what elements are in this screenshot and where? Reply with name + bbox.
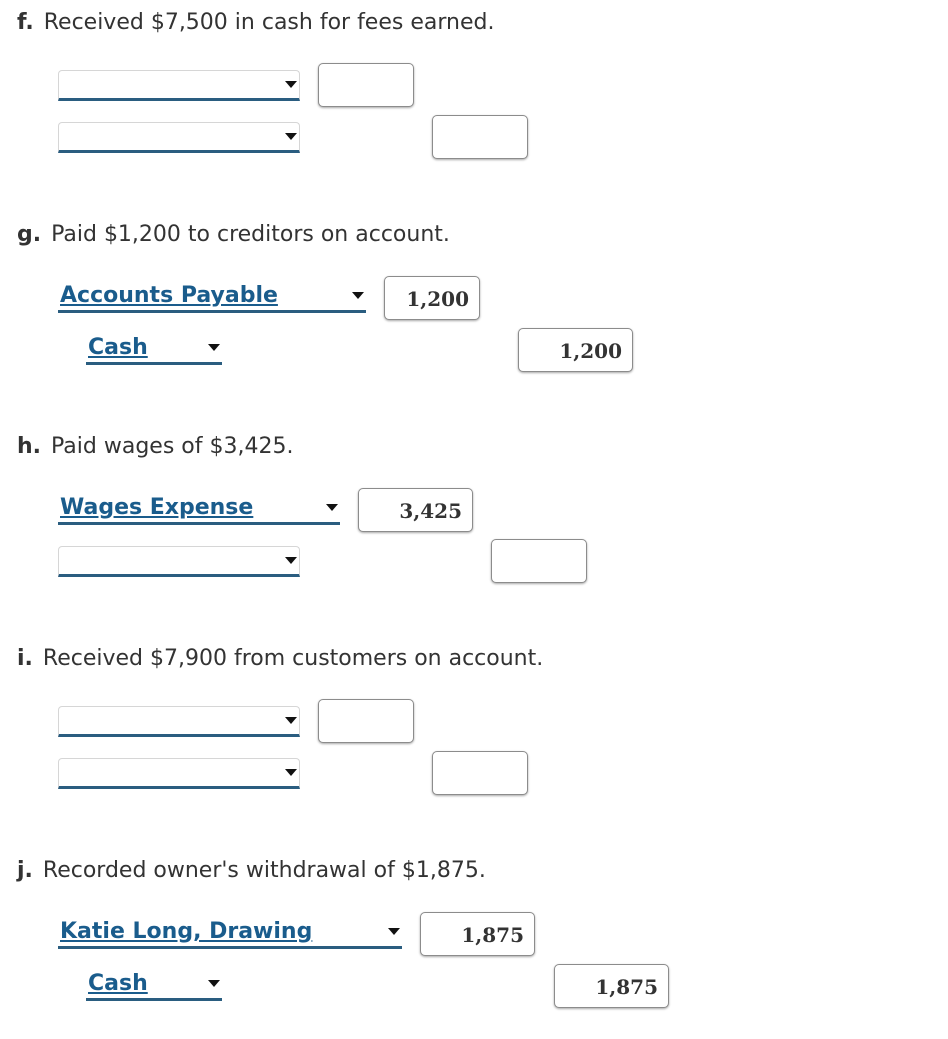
selected-account: Wages Expense [60, 495, 254, 520]
amount-value: 1,200 [559, 339, 622, 363]
question-h [17, 434, 293, 459]
selected-account: Katie Long, Drawing [60, 919, 313, 944]
debit-account-select[interactable] [58, 70, 300, 101]
question-letter: j. [17, 858, 33, 883]
question-letter: h. [17, 434, 42, 459]
amount-value: 1,200 [406, 287, 469, 311]
debit-account-select[interactable] [58, 706, 300, 737]
credit-amount-input[interactable] [491, 539, 587, 583]
question-g [17, 222, 450, 247]
question-j [17, 858, 486, 883]
question-letter: i. [17, 646, 33, 671]
selected-account: Cash [88, 971, 148, 996]
chevron-down-icon [208, 980, 220, 987]
debit-amount-input[interactable] [358, 488, 473, 532]
question-text: Paid $1,200 to creditors on account. [51, 222, 450, 247]
amount-value: 1,875 [595, 975, 658, 999]
credit-account-select[interactable] [58, 758, 300, 789]
debit-account-select[interactable] [58, 282, 366, 313]
question-text: Paid wages of $3,425. [51, 434, 294, 459]
question-i [17, 646, 543, 671]
chevron-down-icon [285, 717, 297, 724]
chevron-down-icon [208, 344, 220, 351]
debit-amount-input[interactable] [384, 276, 480, 320]
credit-account-select[interactable] [58, 546, 300, 577]
debit-amount-input[interactable] [318, 699, 414, 743]
credit-account-select[interactable] [86, 334, 222, 365]
question-text: Received $7,900 from customers on account. [42, 646, 544, 671]
chevron-down-icon [352, 292, 364, 299]
chevron-down-icon [285, 133, 297, 140]
credit-account-select[interactable] [58, 122, 300, 153]
question-f [17, 10, 494, 35]
credit-amount-input[interactable] [432, 751, 528, 795]
amount-value: 3,425 [399, 499, 462, 523]
credit-amount-input[interactable] [518, 328, 633, 372]
question-letter: g. [17, 222, 42, 247]
chevron-down-icon [326, 504, 338, 511]
credit-amount-input[interactable] [554, 964, 669, 1008]
question-letter: f. [17, 10, 34, 35]
debit-amount-input[interactable] [420, 912, 535, 956]
amount-value: 1,875 [461, 923, 524, 947]
chevron-down-icon [285, 81, 297, 88]
debit-account-select[interactable] [58, 494, 340, 525]
question-text: Recorded owner's withdrawal of $1,875. [42, 858, 486, 883]
debit-account-select[interactable] [58, 918, 402, 949]
selected-account: Cash [88, 335, 148, 360]
debit-amount-input[interactable] [318, 63, 414, 107]
credit-account-select[interactable] [86, 970, 222, 1001]
credit-amount-input[interactable] [432, 115, 528, 159]
question-text: Received $7,500 in cash for fees earned. [43, 10, 495, 35]
selected-account: Accounts Payable [60, 283, 278, 308]
chevron-down-icon [285, 557, 297, 564]
chevron-down-icon [285, 769, 297, 776]
chevron-down-icon [388, 928, 400, 935]
